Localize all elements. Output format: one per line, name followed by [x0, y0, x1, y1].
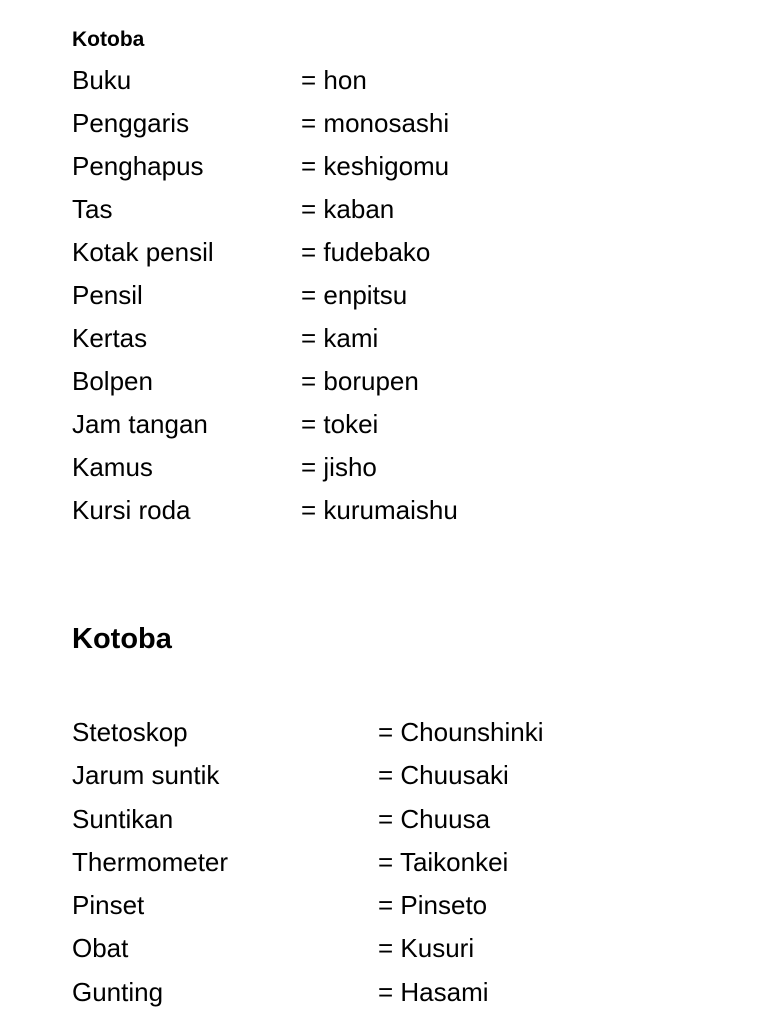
translation: = fudebako: [301, 237, 431, 267]
translation: = enpitsu: [301, 280, 408, 310]
term: Penggaris: [72, 108, 190, 138]
term: Gunting: [72, 976, 164, 1007]
term: Stetoskop: [72, 717, 188, 747]
term: Jam tangan: [72, 409, 208, 439]
translation: = Taikonkei: [378, 846, 509, 877]
translation: = tokei: [301, 409, 379, 439]
translation: = Pinseto: [378, 890, 488, 921]
translation: = Kusuri: [378, 933, 475, 964]
translation: = kaban: [301, 194, 395, 224]
section-1-title: Kotoba: [72, 28, 145, 51]
term: Kertas: [72, 323, 148, 353]
term: Obat: [72, 933, 129, 964]
term: Penghapus: [72, 151, 204, 181]
translation: = kurumaishu: [301, 495, 458, 525]
term: Buku: [72, 65, 132, 95]
translation: = hon: [301, 65, 367, 95]
translation: = Hasami: [378, 976, 489, 1007]
term: Suntikan: [72, 803, 174, 834]
term: Pinset: [72, 890, 145, 921]
translation: = Chuusa: [378, 803, 491, 834]
translation: = Chounshinki: [378, 717, 544, 747]
term: Kursi roda: [72, 495, 191, 525]
translation: = monosashi: [301, 108, 450, 138]
translation: = keshigomu: [301, 151, 450, 181]
translation: = Chuusaki: [378, 760, 509, 791]
term: Tas: [72, 194, 113, 224]
translation: = kami: [301, 323, 379, 353]
term: Jarum suntik: [72, 760, 220, 791]
section-2-title: Kotoba: [72, 623, 172, 655]
term: Kamus: [72, 452, 153, 482]
translation: = jisho: [301, 452, 377, 482]
term: Bolpen: [72, 366, 153, 396]
term: Kotak pensil: [72, 237, 214, 267]
term: Thermometer: [72, 846, 229, 877]
term: Pensil: [72, 280, 143, 310]
translation: = borupen: [301, 366, 419, 396]
